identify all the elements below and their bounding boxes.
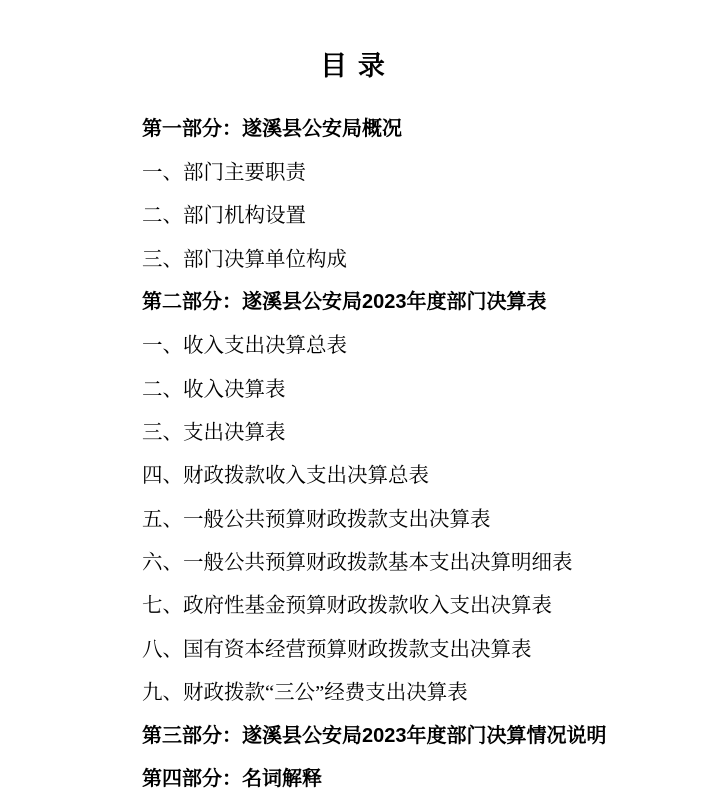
toc-list [142,105,687,798]
toc-entry-text: 五、一般公共预算财政拨款支出决算表 [142,508,491,531]
toc-entry-text: 七、政府性基金预算财政拨款收入支出决算表 [142,595,552,618]
toc-entry-text: 一、部门主要职责 [142,161,306,184]
toc-entry [142,625,687,668]
toc-entry [142,538,687,581]
toc-section-heading [142,278,687,321]
toc-entry-text: 三、支出决算表 [142,421,286,444]
toc-entry-text: 一、收入支出决算总表 [142,335,347,358]
toc-entry [142,322,687,365]
toc-entry-text: 二、部门机构设置 [142,205,306,228]
toc-entry [142,235,687,278]
toc-section-heading [142,755,687,798]
toc-entry-text: 二、收入决算表 [142,378,286,401]
toc-entry-text: 第一部分：遂溪县公安局概况 [142,118,402,141]
toc-entry-text: 九、财政拨款“三公”经费支出决算表 [142,681,468,704]
toc-entry-text: 四、财政拨款收入支出决算总表 [142,465,429,488]
toc-entry-text: 六、一般公共预算财政拨款基本支出决算明细表 [142,551,573,574]
toc-entry [142,495,687,538]
toc-entry [142,452,687,495]
toc-entry-text: 第三部分：遂溪县公安局2023年度部门决算情况说明 [142,724,607,747]
toc-entry [142,668,687,711]
toc-entry-text: 第四部分：名词解释 [142,768,322,791]
page-title: 目 录 [320,51,387,81]
toc-entry [142,408,687,451]
toc-entry-text: 八、国有资本经营预算财政拨款支出决算表 [142,638,532,661]
toc-entry [142,148,687,191]
toc-section-heading [142,712,687,755]
toc-entry-text: 第二部分：遂溪县公安局2023年度部门决算表 [142,291,547,314]
toc-section-heading [142,105,687,148]
toc-entry [142,365,687,408]
toc-entry [142,192,687,235]
toc-entry [142,582,687,625]
toc-entry-text: 三、部门决算单位构成 [142,248,347,271]
